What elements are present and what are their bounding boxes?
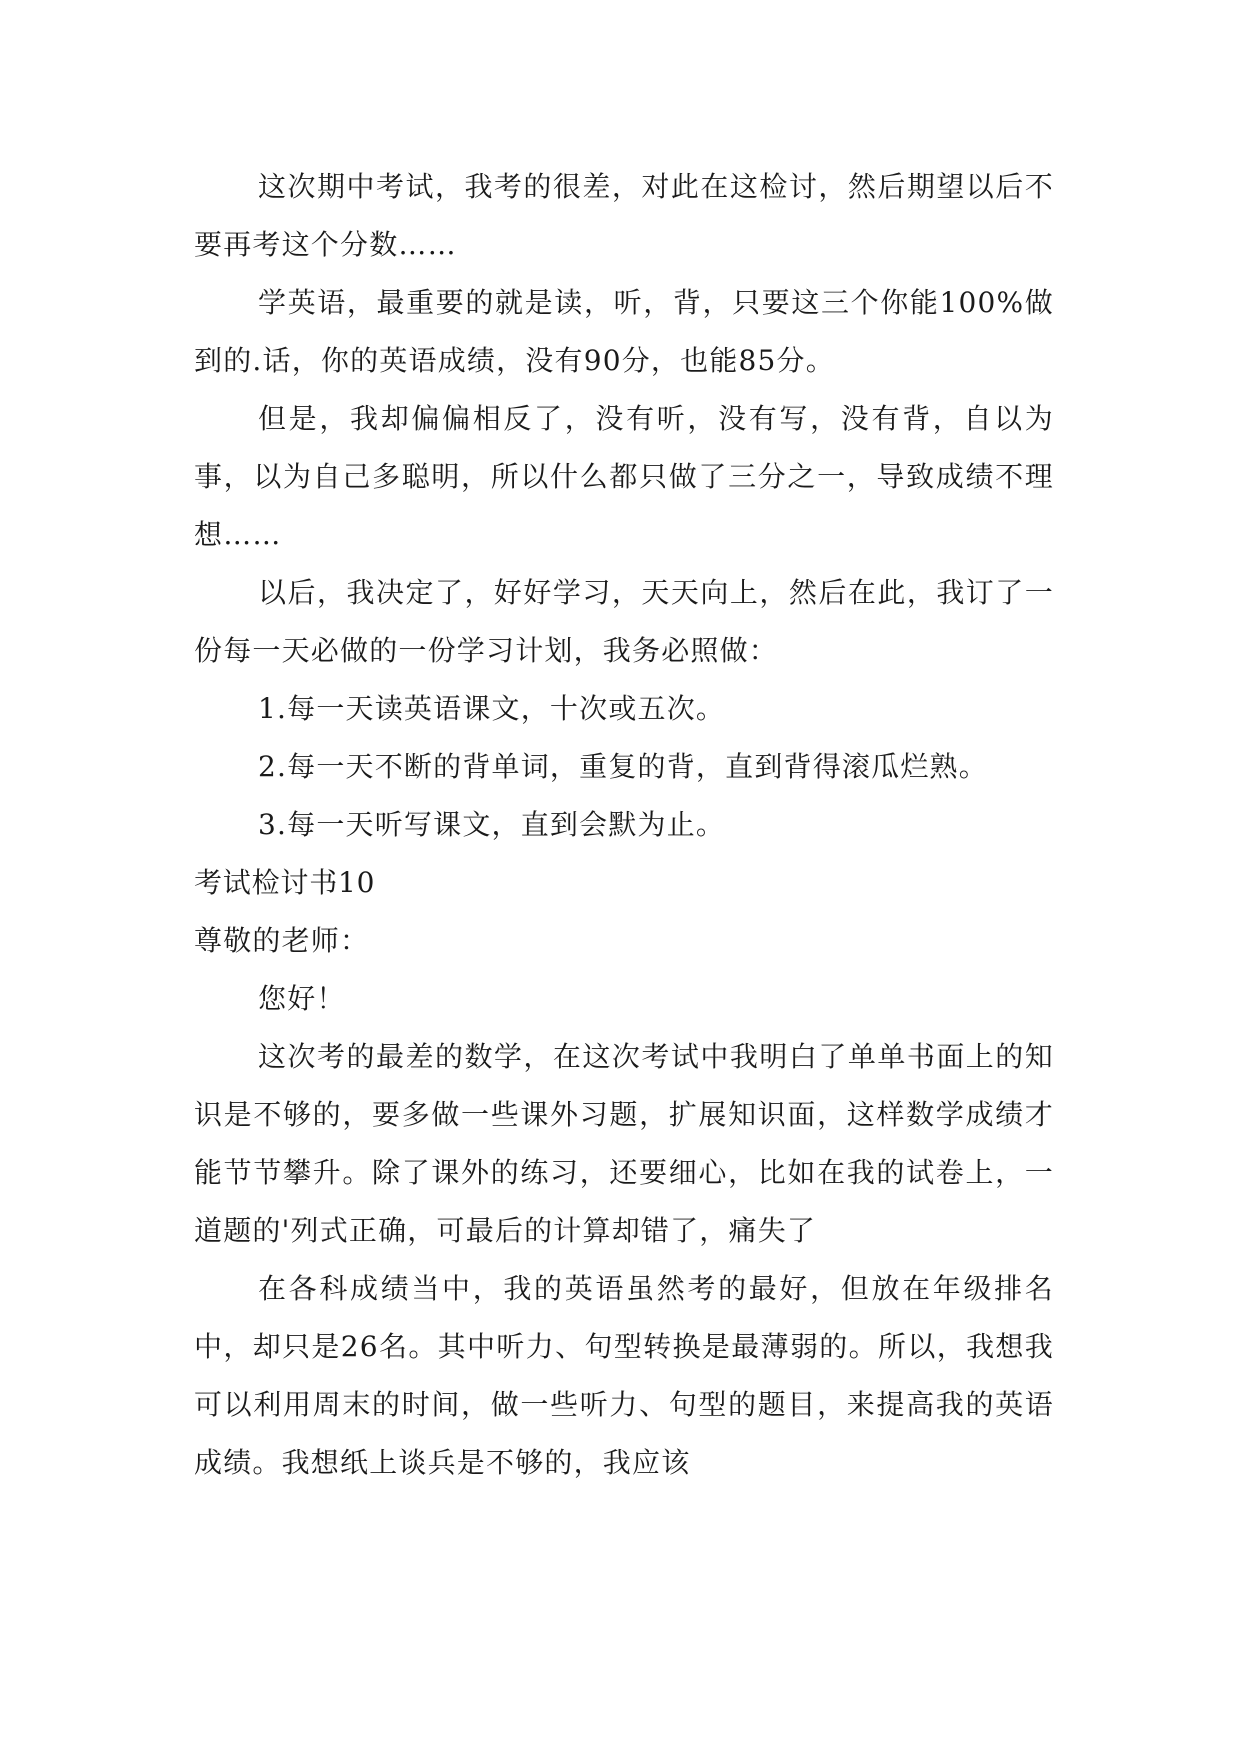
section-title: 考试检讨书10 bbox=[194, 866, 376, 899]
document-body bbox=[194, 158, 1054, 1492]
greeting: 您好！ bbox=[258, 982, 346, 1015]
paragraph-english-reflection: 在各科成绩当中，我的英语虽然考的最好，但放在年级排名中，却只是26名。其中听力、句型转换是最薄弱的。所以，我想我可以利用周末的时间，做一些听力、句型的题目，来提高我的英语成绩。我想纸上谈兵是不够的，我应该 bbox=[194, 1272, 1054, 1479]
paragraph-study-plan-intro: 以后，我决定了，好好学习，天天向上，然后在此，我订了一份每一天必做的一份学习计划，我务必照做： bbox=[194, 576, 1054, 667]
paragraph-english-method: 学英语，最重要的就是读，听，背，只要这三个你能100%做到的.话，你的英语成绩，没有90分，也能85分。 bbox=[194, 286, 1054, 377]
plan-item-2: 2.每一天不断的背单词，重复的背，直到背得滚瓜烂熟。 bbox=[258, 750, 988, 783]
paragraph-self-criticism: 但是，我却偏偏相反了，没有听，没有写，没有背，自以为事，以为自己多聪明，所以什么都只做了三分之一，导致成绩不理想…… bbox=[194, 402, 1054, 551]
plan-item-3: 3.每一天听写课文，直到会默为止。 bbox=[258, 808, 726, 841]
salutation: 尊敬的老师： bbox=[194, 924, 370, 957]
paragraph-math-reflection: 这次考的最差的数学，在这次考试中我明白了单单书面上的知识是不够的，要多做一些课外习题，扩展知识面，这样数学成绩才能节节攀升。除了课外的练习，还要细心，比如在我的试卷上，一道题的'列式正确，可最后的计算却错了，痛失了 bbox=[194, 1040, 1054, 1247]
plan-item-1: 1.每一天读英语课文，十次或五次。 bbox=[258, 692, 726, 725]
paragraph-exam-reflection: 这次期中考试，我考的很差，对此在这检讨，然后期望以后不要再考这个分数…… bbox=[194, 170, 1054, 261]
